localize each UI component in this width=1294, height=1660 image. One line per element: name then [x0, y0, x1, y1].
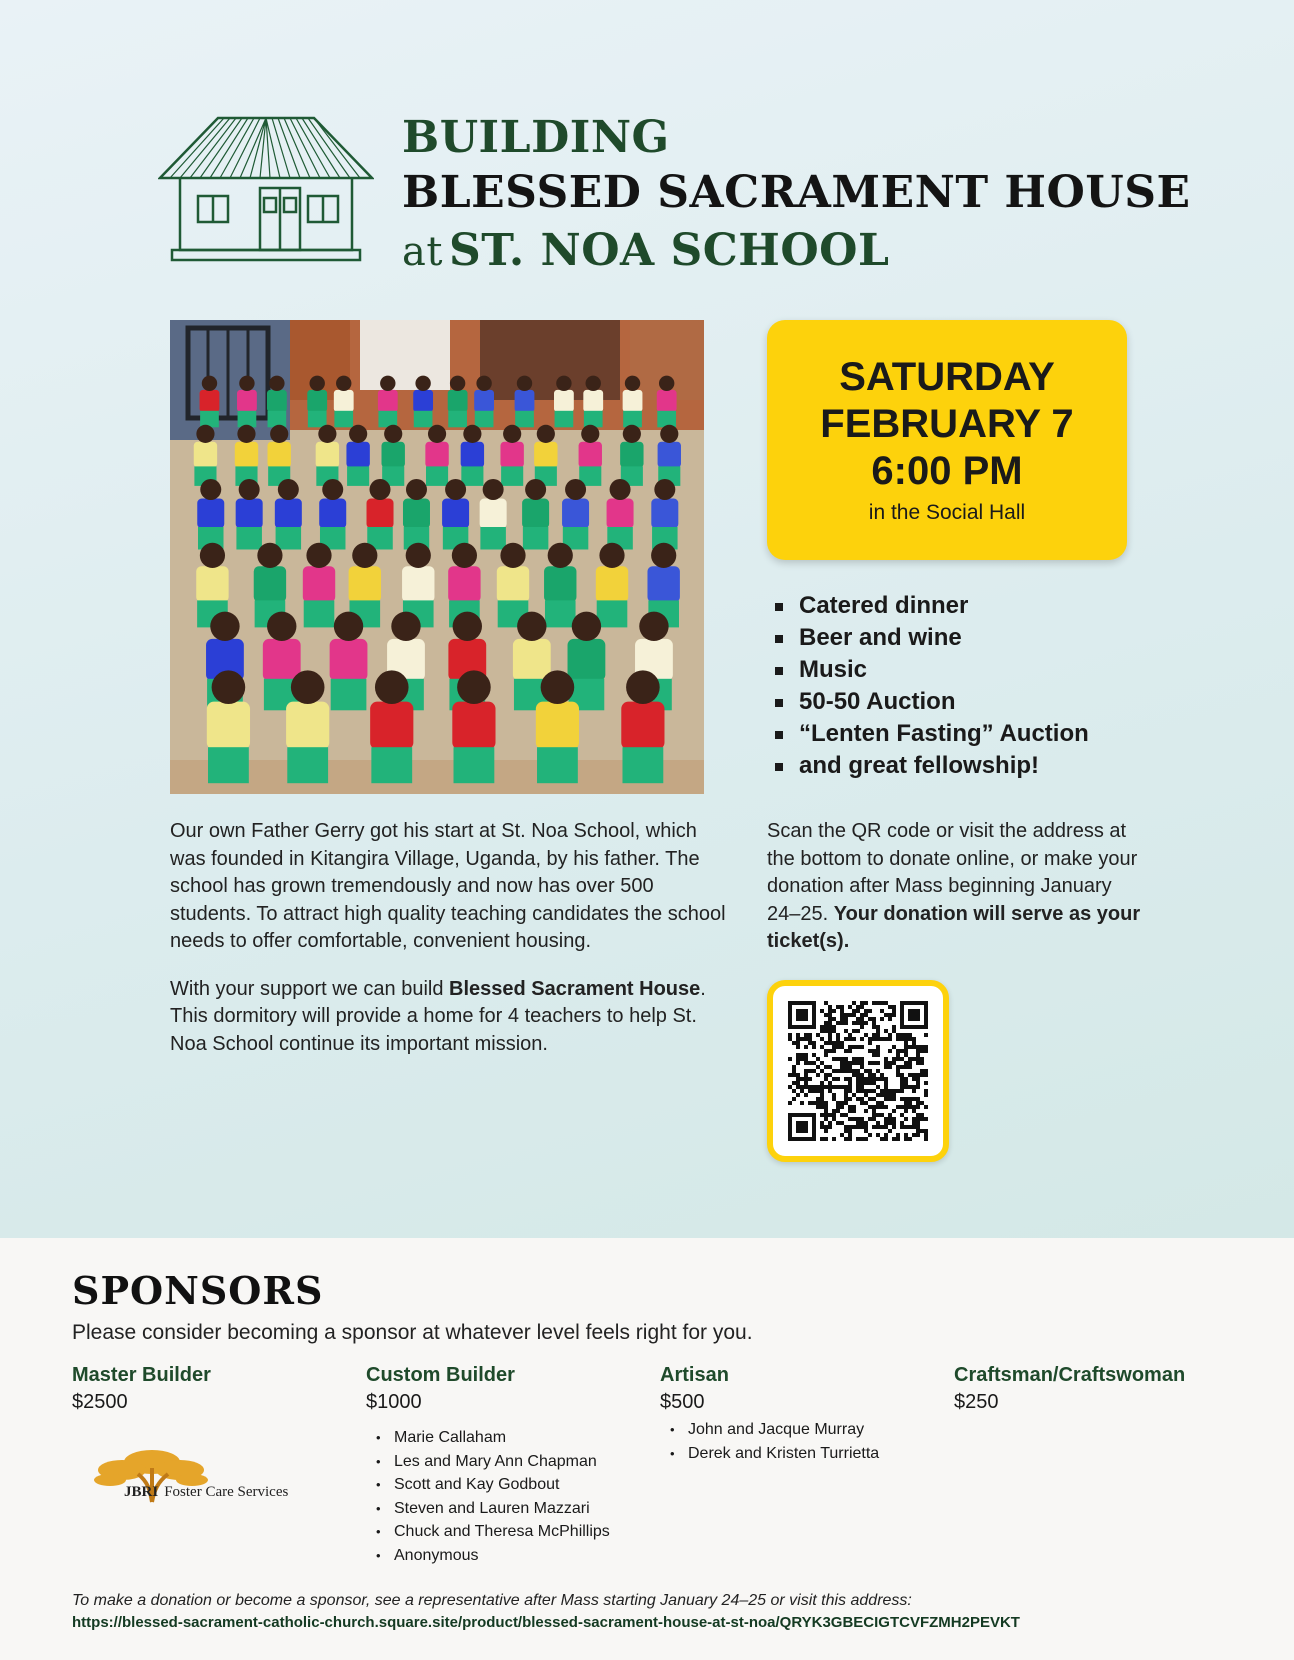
- list-item: • Marie Callaham: [366, 1426, 656, 1450]
- tier-craftsman: [954, 1362, 1244, 1416]
- list-item: • Chuck and Theresa McPhillips: [366, 1520, 656, 1544]
- list-item: “Lenten Fasting” Auction: [775, 718, 1089, 750]
- tier-artisan: [660, 1362, 950, 1465]
- logo-tagline: Foster Care Services: [164, 1484, 289, 1500]
- story-paragraph-2: With your support we can build Blessed Sacrament House. This dormitory will provide a home for 4 teachers to help St. Noa School continue its important mission.: [170, 977, 706, 1055]
- donate-instructions: Scan the QR code or visit the address at the bottom to donate online, or make your donation after Mass beginning January 24–25. Your donation will serve as your ticket(s).: [767, 820, 1141, 952]
- event-features-list: [775, 590, 1089, 782]
- title-line-building: BUILDING: [402, 112, 670, 163]
- sponsor-list: [366, 1426, 656, 1567]
- tier-custom-builder: [366, 1362, 656, 1567]
- sponsors-title: SPONSORS: [72, 1268, 324, 1313]
- title-line-school: at ST. NOA SCHOOL: [402, 225, 890, 276]
- jbri-sponsor-logo: [92, 1440, 322, 1516]
- list-item: Music: [775, 654, 1089, 686]
- list-item: • Les and Mary Ann Chapman: [366, 1450, 656, 1474]
- event-date: FEBRUARY 7: [820, 402, 1074, 446]
- qr-code-icon: [788, 1001, 928, 1141]
- list-item: • Steven and Lauren Mazzari: [366, 1497, 656, 1521]
- students-group-photo: [170, 320, 704, 794]
- event-day: SATURDAY: [839, 355, 1055, 399]
- donation-qr-code[interactable]: [767, 980, 949, 1162]
- tier-master-builder: [72, 1362, 362, 1416]
- story-text: [170, 818, 730, 1078]
- house-logo: [158, 114, 374, 270]
- event-title: [402, 112, 1191, 289]
- tier-amount: $1000: [366, 1391, 422, 1413]
- sponsors-subtitle: Please consider becoming a sponsor at whatever level feels right for you.: [72, 1321, 753, 1344]
- event-date-card: [767, 320, 1127, 560]
- list-item: • John and Jacque Murray: [660, 1418, 950, 1442]
- sponsor-list: [660, 1418, 950, 1465]
- list-item: and great fellowship!: [775, 750, 1089, 782]
- event-time: 6:00 PM: [871, 449, 1023, 493]
- list-item: • Anonymous: [366, 1544, 656, 1568]
- event-location: in the Social Hall: [868, 501, 1026, 524]
- donation-url-link[interactable]: https://blessed-sacrament-catholic-church.square.site/product/blessed-sacrament-house-at-st-noa/QRYK3GBECIGTCVFZMH2PEVKT: [72, 1614, 1020, 1631]
- title-line-house: BLESSED SACRAMENT HOUSE: [402, 167, 1191, 218]
- tier-name: Master Builder: [72, 1364, 211, 1386]
- tier-amount: $2500: [72, 1391, 128, 1413]
- tier-name: Artisan: [660, 1364, 729, 1386]
- list-item: • Scott and Kay Godbout: [366, 1473, 656, 1497]
- list-item: • Derek and Kristen Turrietta: [660, 1442, 950, 1466]
- footer-note: To make a donation or become a sponsor, see a representative after Mass starting January 24–25 or visit this address:: [72, 1592, 912, 1609]
- tier-amount: $500: [660, 1391, 705, 1413]
- list-item: Catered dinner: [775, 590, 1089, 622]
- tier-amount: $250: [954, 1391, 999, 1413]
- tier-name: Craftsman/Craftswoman: [954, 1364, 1186, 1386]
- tier-name: Custom Builder: [366, 1364, 515, 1386]
- logo-brand: JBRI: [124, 1484, 159, 1500]
- story-paragraph-1: Our own Father Gerry got his start at St. Noa School, which was founded in Kitangira Village, Uganda, by his father. The school has grown tremendously and now has over 500 students. To attract high quality teaching candidates the school needs to offer comfortable, convenient housing.: [170, 820, 726, 952]
- list-item: 50-50 Auction: [775, 686, 1089, 718]
- list-item: Beer and wine: [775, 622, 1089, 654]
